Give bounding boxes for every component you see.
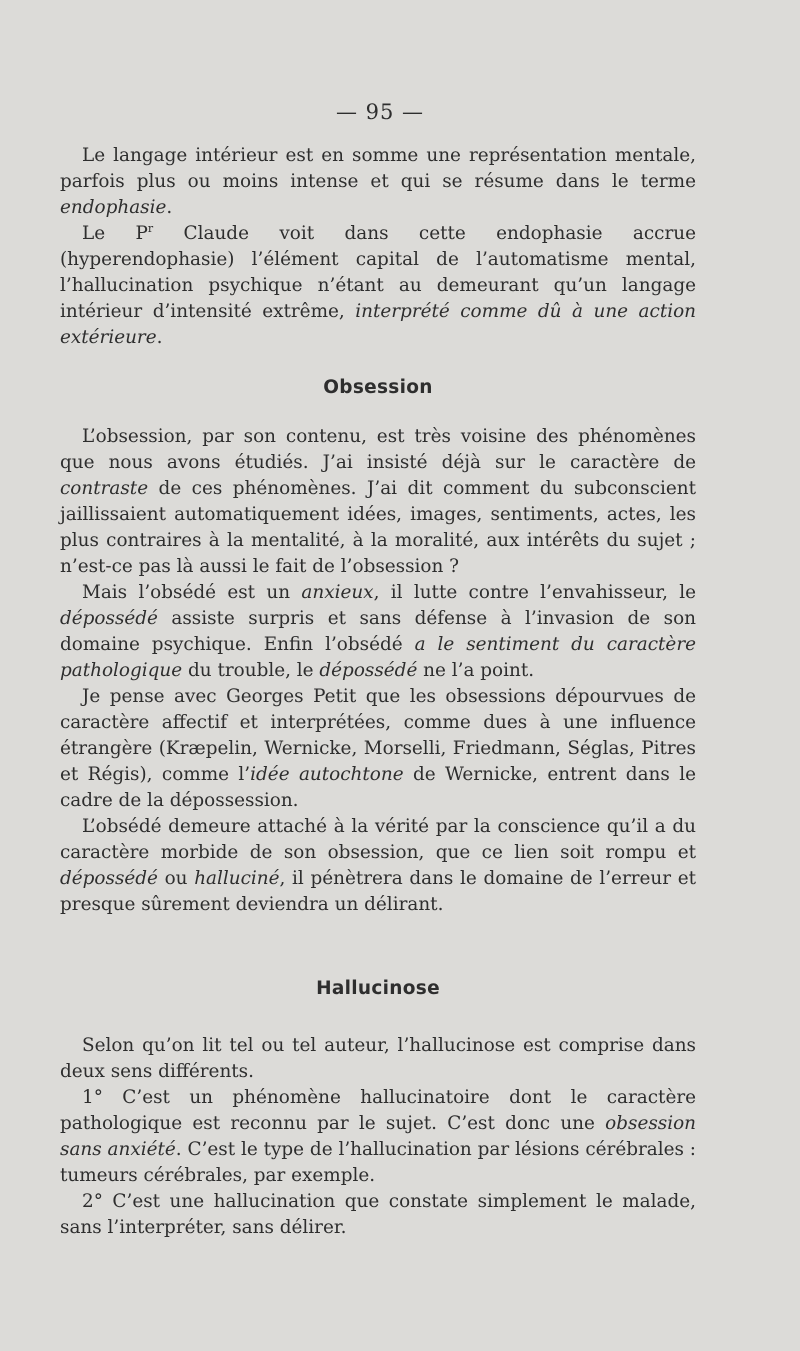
paragraph [60, 580, 696, 684]
paragraph [60, 1189, 696, 1241]
italic-run: dépossédé [319, 660, 418, 681]
text-run: assiste surpris et sans défense à l’invasion de son domaine psychique. Enfin l’obsédé [60, 608, 696, 655]
italic-run: interprété comme dû à une action extérieure [60, 301, 697, 348]
text-run: 2° C’est une hallucination que constate simplement le malade, sans l’interpréter, sans délirer. [60, 1191, 696, 1238]
text-run: Le langage intérieur est en somme une représentation mentale, parfois plus ou moins intense et qui se résume dans le terme [60, 145, 696, 192]
text-run: L’obsédé demeure attaché à la vérité par la conscience qu’il a du caractère morbide de son obsession, que ce lien soit rompu et [60, 816, 696, 863]
text-run: ne l’a point. [417, 660, 535, 681]
paragraph [60, 1033, 696, 1085]
italic-run: idée autochtone [250, 764, 404, 785]
text-run: de Wernicke, entrent dans le cadre de la dépossession. [60, 764, 696, 811]
intro-section [60, 143, 696, 351]
paragraph [60, 424, 696, 580]
text-run: . [166, 197, 173, 218]
paragraph [60, 814, 696, 918]
paragraph [60, 221, 696, 351]
text-run: Le P [82, 223, 148, 244]
paragraph [60, 1085, 696, 1189]
text-run: . [156, 327, 163, 348]
italic-run: halluciné [194, 868, 280, 889]
section-heading-obsession: Obsession [323, 377, 433, 398]
italic-run: anxieux [301, 582, 374, 603]
superscript-run: r [147, 221, 154, 235]
page-body [60, 143, 696, 1241]
paragraph [60, 684, 696, 814]
text-run: ou [157, 868, 195, 889]
paragraph [60, 143, 696, 221]
italic-run: dépossédé [60, 868, 158, 889]
text-run: Claude voit dans cette endophasie accrue (hyperendophasie) l’élément capital de l’automatisme mental, l’hallucination psychique n’étant au demeurant qu’un langage intérieur d’intensité extrême, [60, 223, 696, 322]
italic-run: endophasie [60, 197, 167, 218]
text-run: , il lutte contre l’envahisseur, le [373, 582, 697, 603]
italic-run: dépossédé [60, 608, 158, 629]
text-run: Mais l’obsédé est un [82, 582, 302, 603]
text-run: 1° C’est un phénomène hallucinatoire dont le caractère pathologique est reconnu par le sujet. C’est donc une [60, 1087, 696, 1134]
text-run: du trouble, le [182, 660, 320, 681]
text-run: Je pense avec Georges Petit que les obsessions dépourvues de caractère affectif et interprétées, comme dues à une influence étrangère (Kræpelin, Wernicke, Morselli, Friedmann, Séglas, Pitres et Régis), comme l’ [60, 686, 696, 785]
section-heading-hallucinose: Hallucinose [316, 978, 440, 999]
hallucinose-section [60, 1033, 696, 1241]
italic-run: a le sentiment du caractère pathologique [60, 634, 696, 681]
text-run: Selon qu’on lit tel ou tel auteur, l’hallucinose est comprise dans deux sens différents. [60, 1035, 696, 1082]
text-run: de ces phénomènes. J’ai dit comment du subconscient jaillissaient automatiquement idées, images, sentiments, actes, les plus contraires à la mentalité, à la moralité, aux intérêts du sujet ; n’est-ce pas là aussi le fait de l’obsession ? [60, 478, 696, 577]
italic-run: contraste [60, 478, 149, 499]
text-run: L’obsession, par son contenu, est très voisine des phénomènes que nous avons étudiés. J’ai insisté déjà sur le caractère de [60, 426, 696, 473]
text-run: . C’est le type de l’hallucination par lésions cérébrales : tumeurs cérébrales, par exemple. [60, 1139, 696, 1186]
italic-run: obsession sans anxiété [60, 1113, 696, 1160]
text-run: , il pénètrera dans le domaine de l’erreur et presque sûrement deviendra un délirant. [60, 868, 696, 915]
obsession-section [60, 424, 696, 918]
page-number: — 95 — [335, 100, 425, 124]
